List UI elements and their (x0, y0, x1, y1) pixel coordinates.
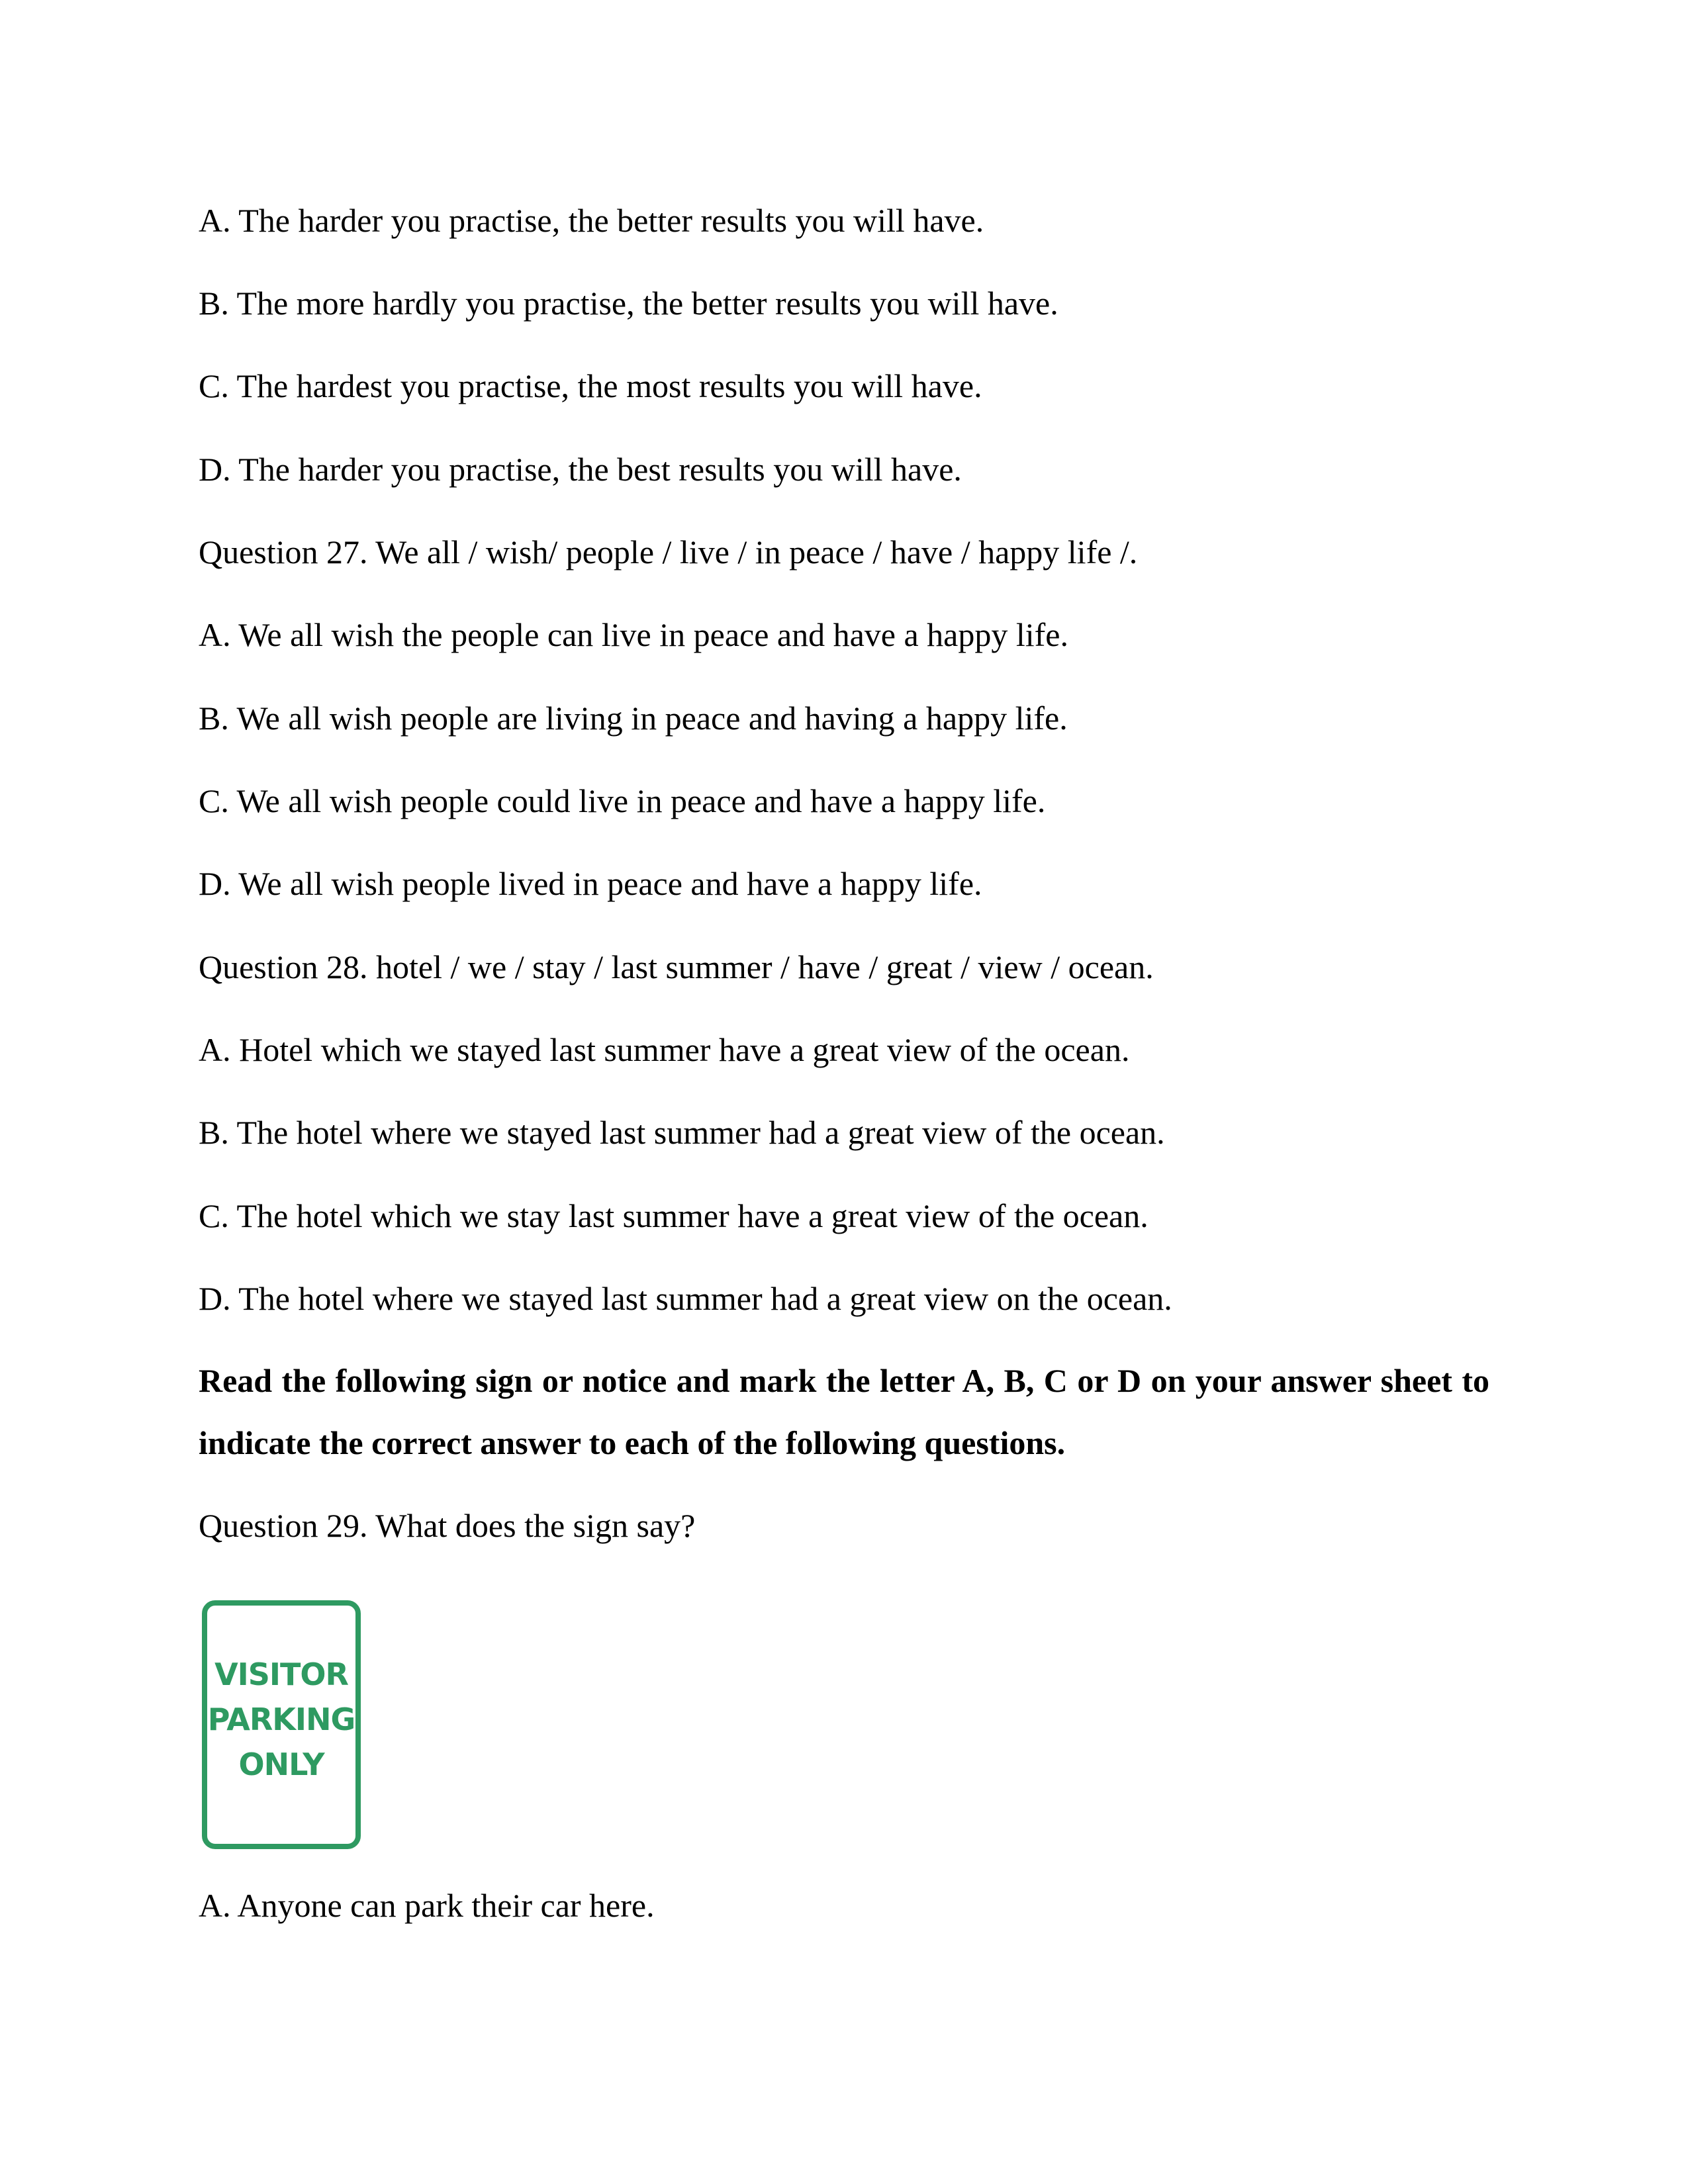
q28-option-d: D. The hotel where we stayed last summer had a great view on the ocean. (199, 1280, 1172, 1317)
q29-prompt: Question 29. What does the sign say? (199, 1507, 696, 1544)
q27-option-d: D. We all wish people lived in peace and have a happy life. (199, 865, 982, 902)
q26-option-d: D. The harder you practise, the best results you will have. (199, 451, 962, 488)
visitor-parking-sign (202, 1600, 361, 1849)
q26-option-a: A. The harder you practise, the better results you will have. (199, 202, 984, 239)
q28-option-b: B. The hotel where we stayed last summer had a great view of the ocean. (199, 1114, 1165, 1151)
sign-text (205, 1652, 358, 1787)
sign-line-3: ONLY (238, 1747, 324, 1782)
q28-prompt: Question 28. hotel / we / stay / last summer / have / great / view / ocean. (199, 948, 1154, 985)
q28-option-a: A. Hotel which we stayed last summer have a great view of the ocean. (199, 1031, 1130, 1068)
sign-line-1: VISITOR (214, 1657, 348, 1692)
q27-option-b: B. We all wish people are living in peace and having a happy life. (199, 700, 1068, 737)
section-instruction: Read the following sign or notice and mark the letter A, B, C or D on your answer sheet to indicate the correct answer to each of the following questions. (199, 1362, 1489, 1461)
q26-option-b: B. The more hardly you practise, the better results you will have. (199, 285, 1058, 322)
q28-option-c: C. The hotel which we stay last summer have a great view of the ocean. (199, 1197, 1149, 1234)
q26-option-c: C. The hardest you practise, the most results you will have. (199, 367, 982, 404)
sign-line-2: PARKING (207, 1702, 355, 1737)
q29-option-a: A. Anyone can park their car here. (199, 1887, 655, 1924)
q27-prompt: Question 27. We all / wish/ people / live / in peace / have / happy life /. (199, 533, 1138, 570)
q27-option-c: C. We all wish people could live in peace and have a happy life. (199, 782, 1046, 819)
q27-option-a: A. We all wish the people can live in peace and have a happy life. (199, 616, 1068, 653)
